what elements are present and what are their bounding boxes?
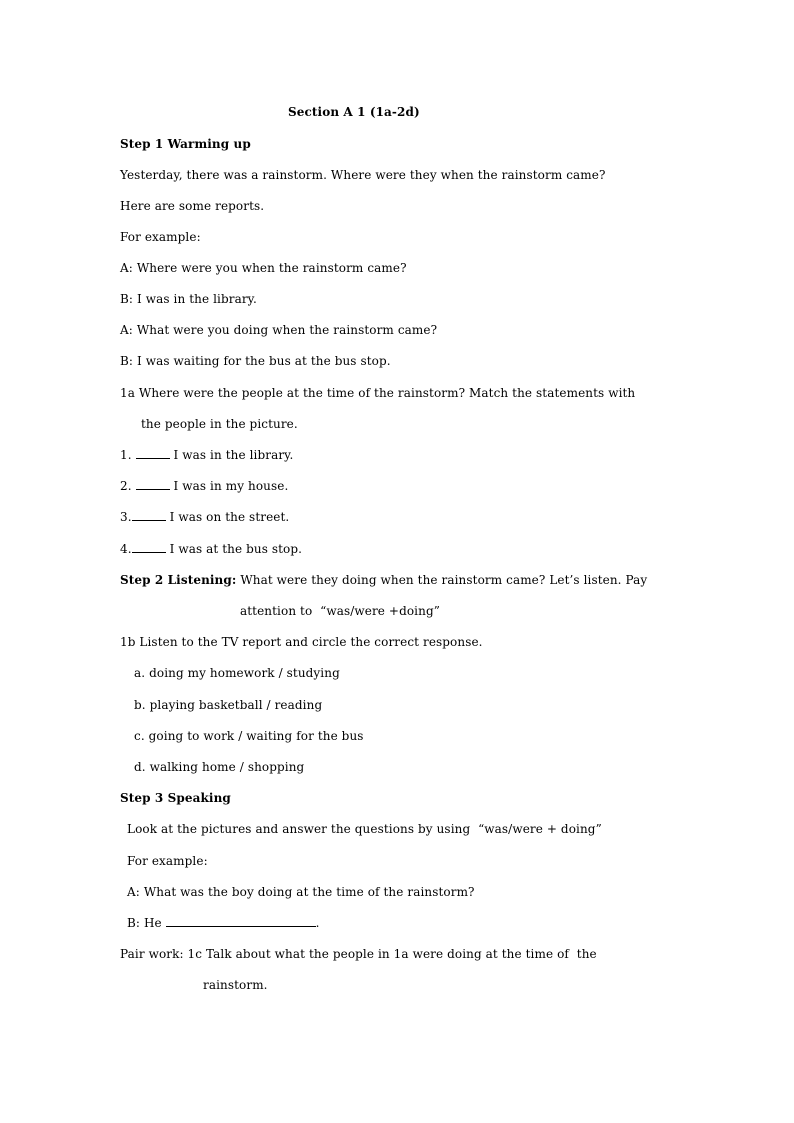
item-number: 3. xyxy=(120,510,132,524)
match-item xyxy=(120,509,289,525)
step3-example-label: For example: xyxy=(127,854,208,868)
match-item xyxy=(120,447,293,463)
item-text: I was on the street. xyxy=(165,510,290,524)
item-number: 2. xyxy=(120,479,136,493)
response-option: a. doing my homework / studying xyxy=(134,666,340,680)
answer-blank xyxy=(136,478,170,490)
step2-text: What were they doing when the rainstorm came? Let’s listen. Pay xyxy=(236,573,648,587)
task-1a-line-1: 1a Where were the people at the time of the rainstorm? Match the statements with xyxy=(120,386,636,400)
answer-blank xyxy=(166,915,316,927)
answer-prefix: B: He xyxy=(127,916,166,930)
response-option: b. playing basketball / reading xyxy=(134,698,323,712)
task-1b-instruction: 1b Listen to the TV report and circle the correct response. xyxy=(120,635,483,649)
dialog-line: B: I was waiting for the bus at the bus stop. xyxy=(120,354,391,368)
answer-suffix: . xyxy=(315,916,320,930)
item-number: 4. xyxy=(120,542,132,556)
item-text: I was at the bus stop. xyxy=(165,542,303,556)
step3-heading: Step 3 Speaking xyxy=(120,791,231,805)
step3-answer xyxy=(127,915,320,931)
answer-blank xyxy=(132,541,166,553)
answer-blank xyxy=(136,447,170,459)
item-text: I was in the library. xyxy=(169,448,294,462)
step1-example-label: For example: xyxy=(120,230,201,244)
match-item xyxy=(120,478,288,494)
task-1a-line-2: the people in the picture. xyxy=(141,417,298,431)
pair-work-line-1: Pair work: 1c Talk about what the people in 1a were doing at the time of the xyxy=(120,947,597,961)
dialog-line: A: Where were you when the rainstorm came? xyxy=(120,261,407,275)
item-text: I was in my house. xyxy=(169,479,289,493)
step2-line-2: attention to “was/were +doing” xyxy=(240,604,440,618)
dialog-line: A: What were you doing when the rainstorm came? xyxy=(120,323,438,337)
response-option: c. going to work / waiting for the bus xyxy=(134,729,364,743)
dialog-line: B: I was in the library. xyxy=(120,292,257,306)
answer-blank xyxy=(132,509,166,521)
step1-heading: Step 1 Warming up xyxy=(120,137,251,151)
item-number: 1. xyxy=(120,448,136,462)
step3-instruction: Look at the pictures and answer the questions by using “was/were + doing” xyxy=(127,822,602,836)
step3-question: A: What was the boy doing at the time of the rainstorm? xyxy=(127,885,475,899)
page-title: Section A 1 (1a-2d) xyxy=(288,105,420,119)
response-option: d. walking home / shopping xyxy=(134,760,305,774)
pair-work-line-2: rainstorm. xyxy=(203,978,268,992)
step2-line-1 xyxy=(120,572,647,588)
step1-intro-1: Yesterday, there was a rainstorm. Where were they when the rainstorm came? xyxy=(120,168,606,182)
step1-intro-2: Here are some reports. xyxy=(120,199,265,213)
match-item xyxy=(120,541,302,557)
step2-heading: Step 2 Listening: xyxy=(120,573,237,587)
